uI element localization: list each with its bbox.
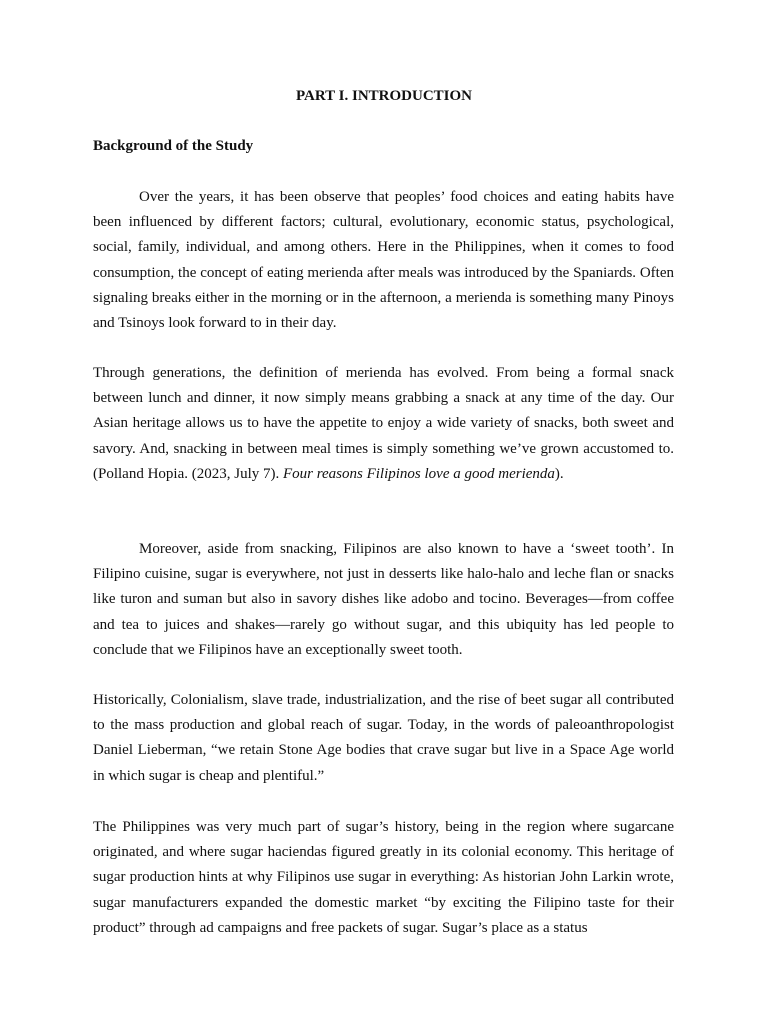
paragraph-food-choices [93,185,674,336]
paragraph-text: Through generations, the definition of merienda has evolved. From being a formal snack between lunch and dinner, it now simply means grabbing a snack at any time of the day. Our Asian heritage allows us to have the appetite to enjoy a wide variety of snacks, both sweet and savory. And, snacking in between meal times is simply something we’ve grown accustomed to. (Polland Hopia. (2023, July 7). [93,365,674,482]
section-heading: Background of the Study [93,138,254,154]
paragraph-sugar-history [93,688,674,789]
paragraph-text: Over the years, it has been observe that peoples’ food choices and eating habits have been influenced by different factors; cultural, evolutionary, economic status, psychological, social, family, individual, and among others. Here in the Philippines, when it comes to food consumption, the concept of eating merienda after meals was introduced by the Spaniards. Often signaling breaks either in the morning or in the afternoon, a merienda is something many Pinoys and Tsinoys look forward to in their day. [93,189,674,332]
paragraph-merienda-evolution [93,361,674,487]
paragraph-text: Moreover, aside from snacking, Filipinos are also known to have a ‘sweet tooth’. In Filipino cuisine, sugar is everywhere, not just in desserts like halo-halo and leche flan or snacks like turon and suman but also in savory dishes like adobo and tocino. Beverages—from coffee and tea to juices and shakes—rarely go without sugar, and this ubiquity has led people to conclude that we Filipinos have an exceptionally sweet tooth. [93,541,674,658]
part-title: PART I. INTRODUCTION [295,88,473,104]
paragraph-sweet-tooth [93,537,674,663]
paragraph-text: Historically, Colonialism, slave trade, industrialization, and the rise of beet sugar all contributed to the mass production and global reach of sugar. Today, in the words of paleoanthropologist Daniel Lieberman, “we retain Stone Age bodies that crave sugar but live in a Space Age world in which sugar is cheap and plentiful.” [93,692,674,784]
paragraph-philippines-sugar [93,815,674,941]
citation-title: Four reasons Filipinos love a good merienda [282,465,555,482]
paragraph-text: The Philippines was very much part of sugar’s history, being in the region where sugarcane originated, and where sugar haciendas figured greatly in its colonial economy. This heritage of sugar production hints at why Filipinos use sugar in everything: As historian John Larkin wrote, sugar manufacturers expanded the domestic market “by exciting the Filipino taste for their product” through ad campaigns and free packets of sugar. Sugar’s place as a status [93,819,674,936]
citation-tail: ). [554,465,564,482]
